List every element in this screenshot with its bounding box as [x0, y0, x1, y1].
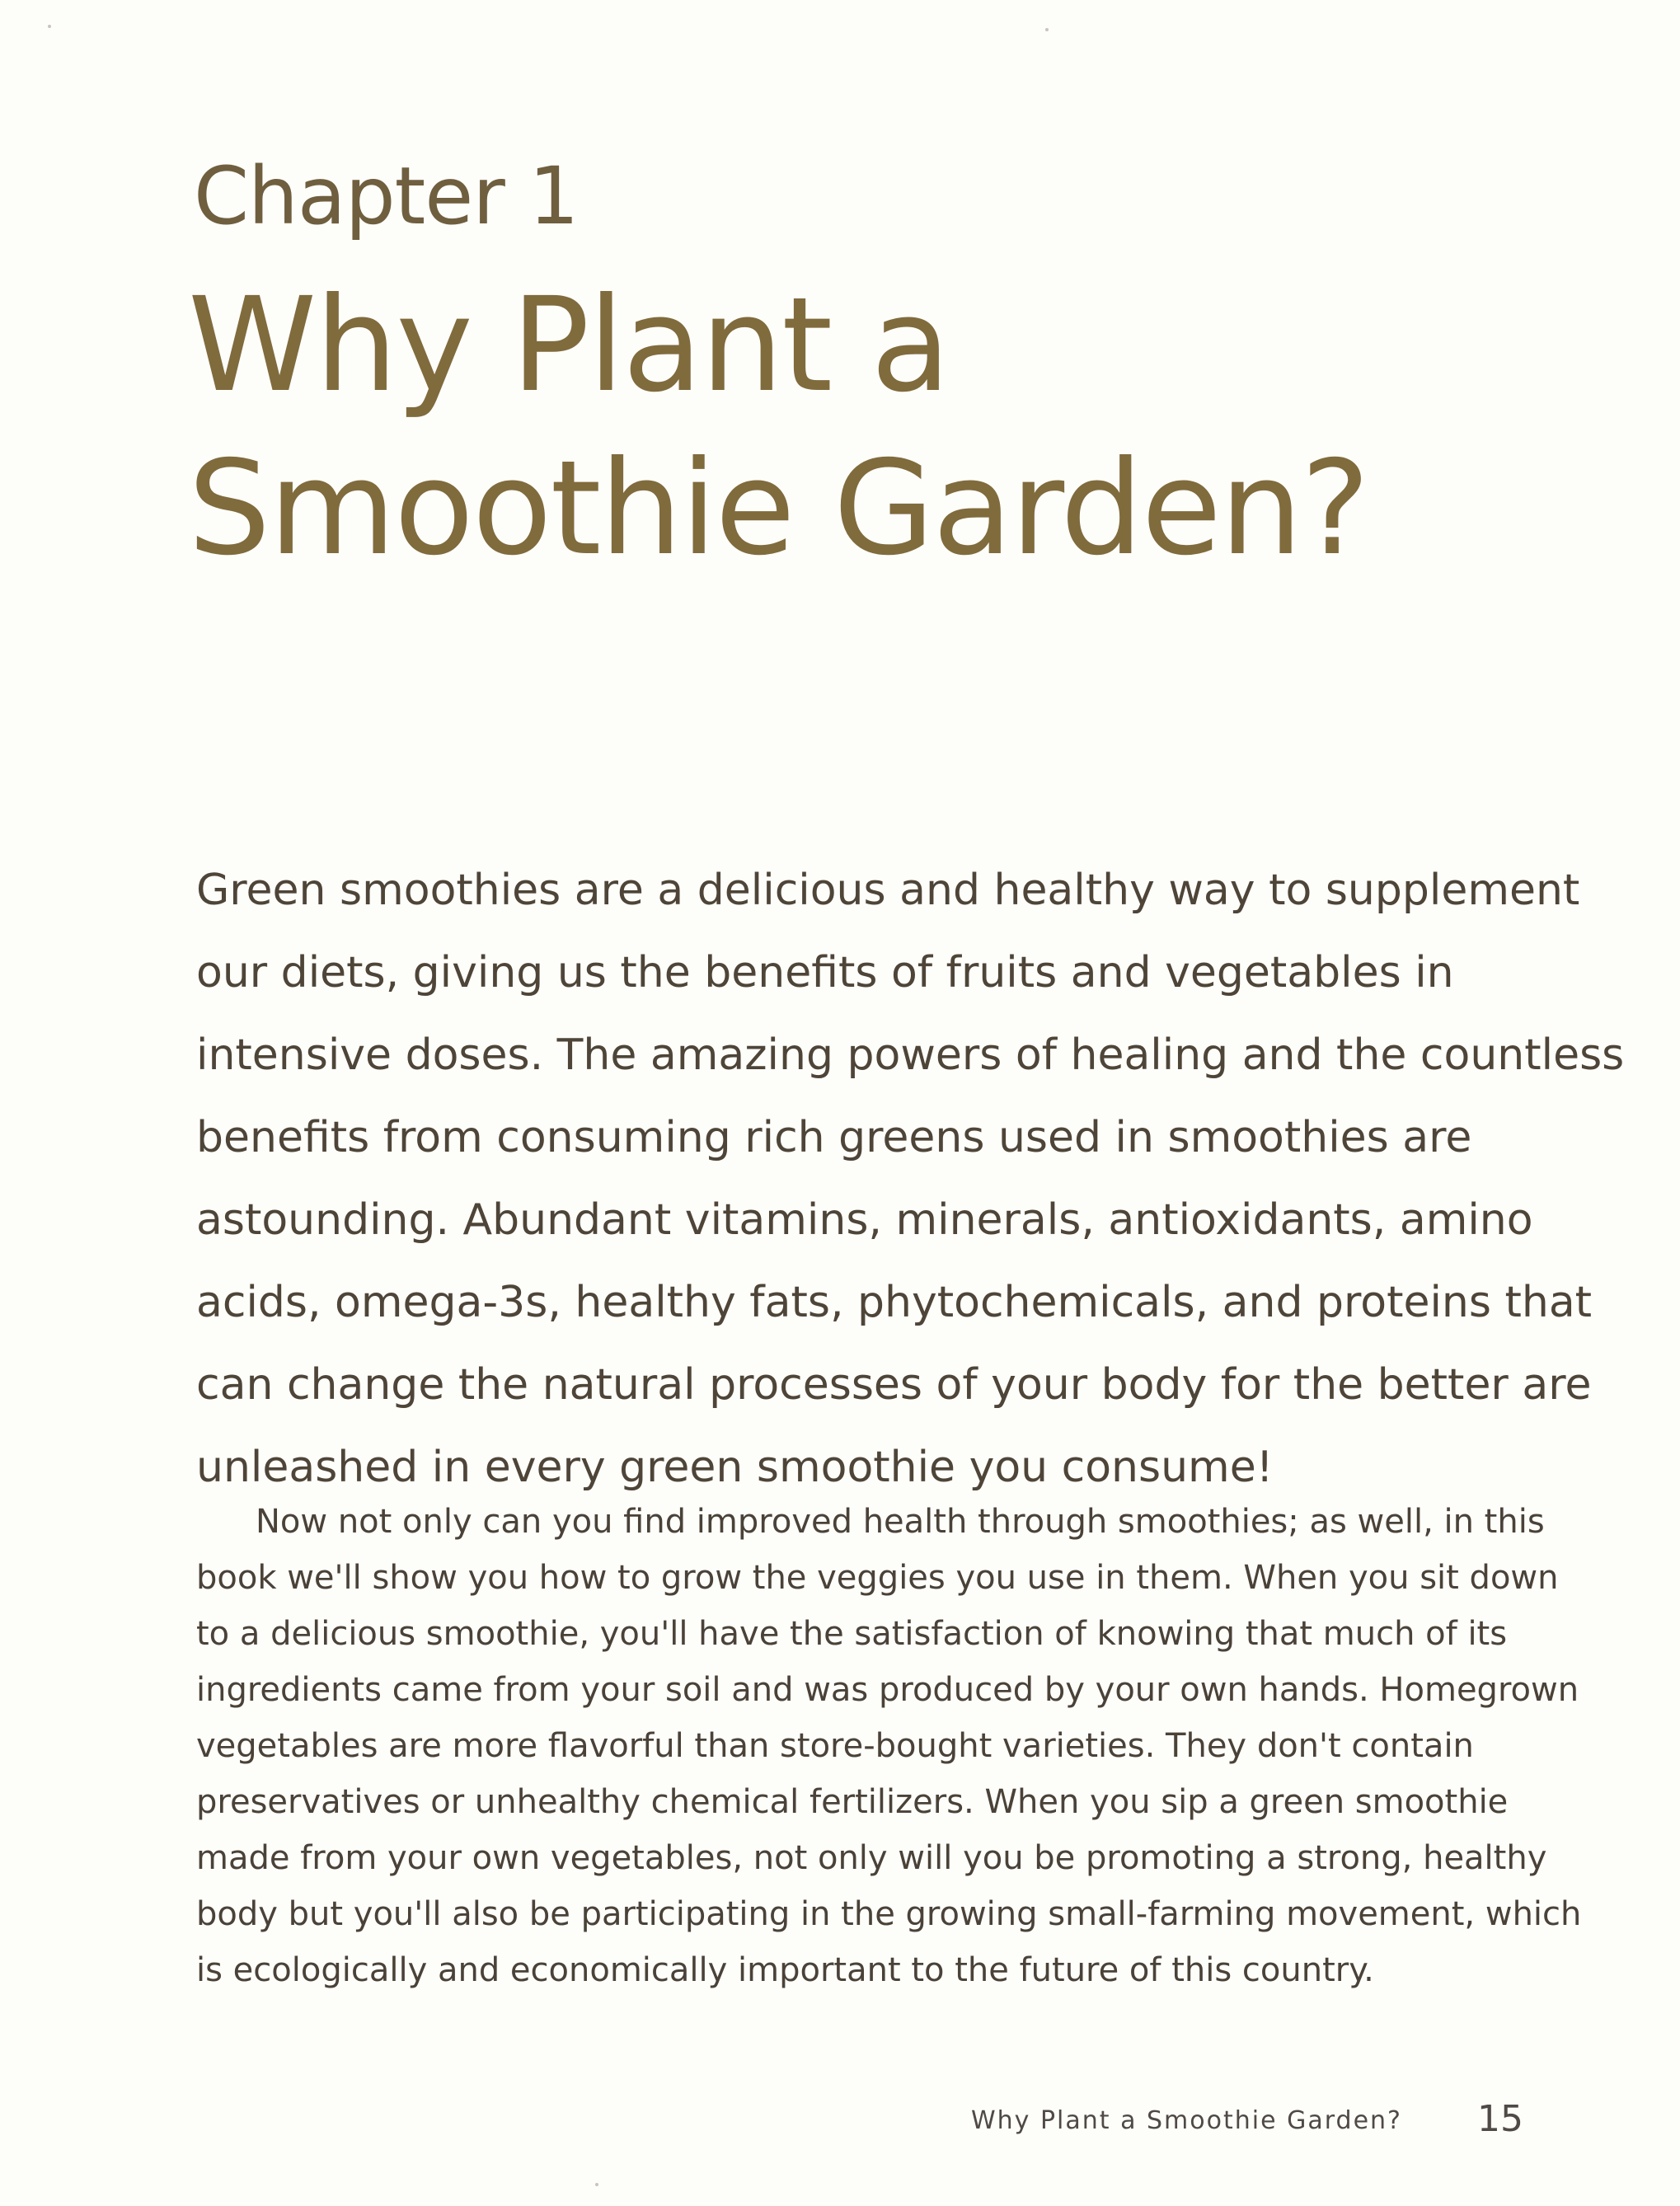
page-number: 15 [1477, 2098, 1523, 2140]
body-paragraph [196, 1494, 1582, 1998]
body-line: to a delicious smoothie, you'll have the satisfaction of knowing that much of its [196, 1615, 1508, 1653]
body-line: made from your own vegetables, not only will you be promoting a strong, healthy [196, 1839, 1547, 1877]
body-line: preservatives or unhealthy chemical fertilizers. When you sip a green smoothie [196, 1783, 1509, 1821]
scan-speck [595, 2183, 598, 2186]
lead-line: benefits from consuming rich greens used in smoothies are [196, 1113, 1472, 1162]
lead-line: acids, omega-3s, healthy fats, phytochemicals, and proteins that [196, 1278, 1593, 1327]
body-line: Now not only can you find improved health through smoothies; as well, in this [256, 1503, 1545, 1541]
body-line: ingredients came from your soil and was produced by your own hands. Homegrown [196, 1671, 1579, 1709]
scan-speck [48, 25, 51, 28]
chapter-label: Chapter 1 [194, 150, 579, 242]
body-line: body but you'll also be participating in the growing small-farming movement, which [196, 1895, 1582, 1933]
chapter-title-line: Why Plant a [188, 270, 950, 421]
scan-speck [1045, 28, 1049, 31]
lead-line: Green smoothies are a delicious and healthy way to supplement [196, 866, 1580, 915]
body-line: book we'll show you how to grow the veggies you use in them. When you sit down [196, 1559, 1559, 1597]
lead-line: our diets, giving us the benefits of fruits and vegetables in [196, 948, 1454, 997]
lead-line: can change the natural processes of your body for the better are [196, 1360, 1592, 1410]
lead-line: unleashed in every green smoothie you consume! [196, 1443, 1274, 1492]
lead-line: astounding. Abundant vitamins, minerals, antioxidants, amino [196, 1195, 1533, 1245]
body-line: is ecologically and economically important to the future of this country. [196, 1951, 1374, 1989]
lead-paragraph [196, 849, 1625, 1509]
chapter-title [188, 264, 1424, 590]
running-footer-title: Why Plant a Smoothie Garden? [971, 2106, 1402, 2135]
body-line: vegetables are more flavorful than store-bought varieties. They don't contain [196, 1727, 1474, 1765]
lead-line: intensive doses. The amazing powers of healing and the countless [196, 1030, 1625, 1080]
chapter-title-line: Smoothie Garden? [188, 433, 1368, 584]
